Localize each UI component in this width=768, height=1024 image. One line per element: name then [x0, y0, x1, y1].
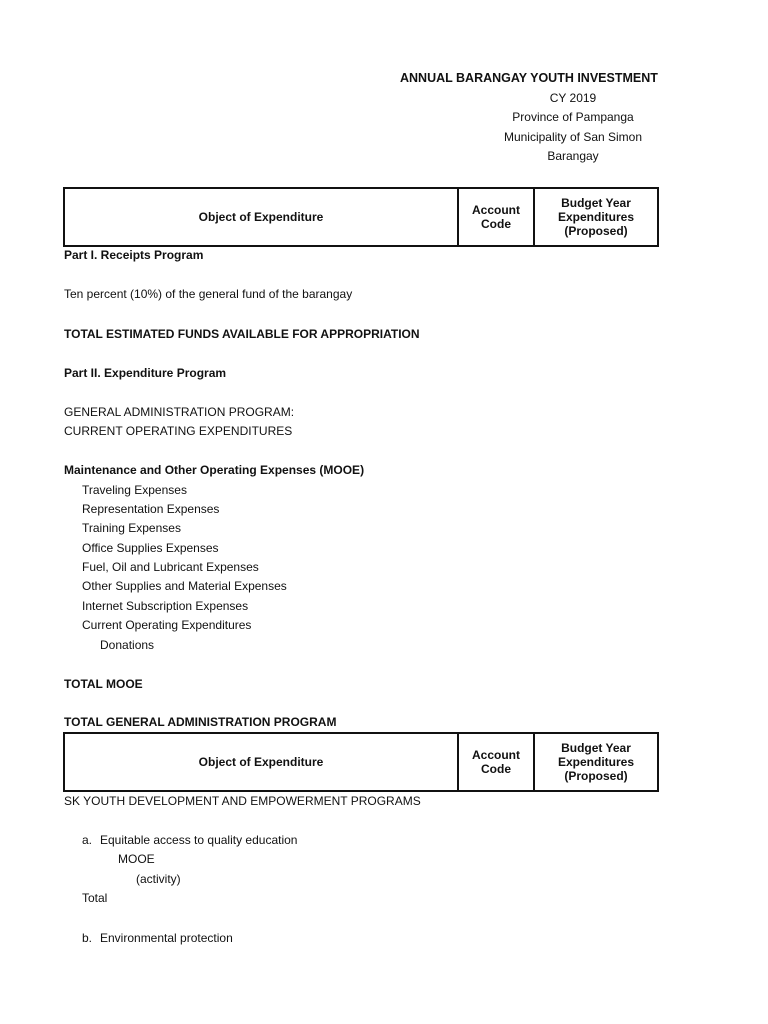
budget-year-header — [534, 188, 658, 246]
account-label: Account — [472, 203, 520, 217]
expenditures-label: Expenditures — [557, 755, 635, 769]
calendar-year: CY 2019 — [549, 91, 597, 105]
sk-programs-heading: SK YOUTH DEVELOPMENT AND EMPOWERMENT PROGRAMS — [64, 794, 421, 808]
column-header-table-repeat — [63, 732, 659, 792]
document-title: ANNUAL BARANGAY YOUTH INVESTMENT — [400, 71, 658, 85]
mooe-heading: Maintenance and Other Operating Expenses (MOOE) — [64, 463, 365, 477]
donations-item: Donations — [100, 638, 155, 652]
proposed-label: (Proposed) — [564, 224, 628, 238]
budget-year-header — [534, 733, 658, 791]
item-a-activity: (activity) — [136, 872, 181, 886]
mooe-item: Current Operating Expenditures — [82, 618, 252, 632]
item-a-total: Total — [82, 891, 108, 905]
budget-year-label: Budget Year — [561, 196, 631, 210]
column-header-table — [63, 187, 659, 247]
mooe-item: Office Supplies Expenses — [82, 541, 219, 555]
general-admin-program-line: GENERAL ADMINISTRATION PROGRAM: — [64, 405, 295, 419]
object-of-expenditure-header — [64, 188, 458, 246]
part2-heading: Part II. Expenditure Program — [64, 366, 227, 380]
code-label: Code — [481, 762, 511, 776]
object-of-expenditure-header — [64, 733, 458, 791]
object-header-label: Object of Expenditure — [198, 755, 324, 769]
total-funds-line: TOTAL ESTIMATED FUNDS AVAILABLE FOR APPROPRIATION — [64, 327, 420, 341]
item-a-text: Equitable access to quality education — [100, 833, 298, 847]
barangay-line: Barangay — [547, 149, 599, 163]
account-code-header — [458, 188, 534, 246]
object-header-label: Object of Expenditure — [198, 210, 324, 224]
mooe-item: Other Supplies and Material Expenses — [82, 579, 287, 593]
current-operating-expenditures-line: CURRENT OPERATING EXPENDITURES — [64, 424, 293, 438]
code-label: Code — [481, 217, 511, 231]
municipality-line: Municipality of San Simon — [503, 130, 643, 144]
proposed-label: (Proposed) — [564, 769, 628, 783]
mooe-item: Fuel, Oil and Lubricant Expenses — [82, 560, 259, 574]
item-b-text: Environmental protection — [100, 931, 233, 945]
item-b-label: b. — [82, 931, 93, 945]
ten-percent-line: Ten percent (10%) of the general fund of the barangay — [64, 287, 353, 301]
mooe-item: Representation Expenses — [82, 502, 220, 516]
province-line: Province of Pampanga — [512, 110, 634, 124]
total-gap-line: TOTAL GENERAL ADMINISTRATION PROGRAM — [64, 715, 337, 729]
mooe-item: Training Expenses — [82, 521, 181, 535]
part1-heading: Part I. Receipts Program — [64, 248, 204, 262]
budget-year-label: Budget Year — [561, 741, 631, 755]
item-a-mooe: MOOE — [118, 852, 155, 866]
total-mooe-line: TOTAL MOOE — [64, 677, 143, 691]
account-code-header — [458, 733, 534, 791]
item-a-label: a. — [82, 833, 93, 847]
expenditures-label: Expenditures — [557, 210, 635, 224]
mooe-item: Traveling Expenses — [82, 483, 187, 497]
mooe-item: Internet Subscription Expenses — [82, 599, 249, 613]
account-label: Account — [472, 748, 520, 762]
